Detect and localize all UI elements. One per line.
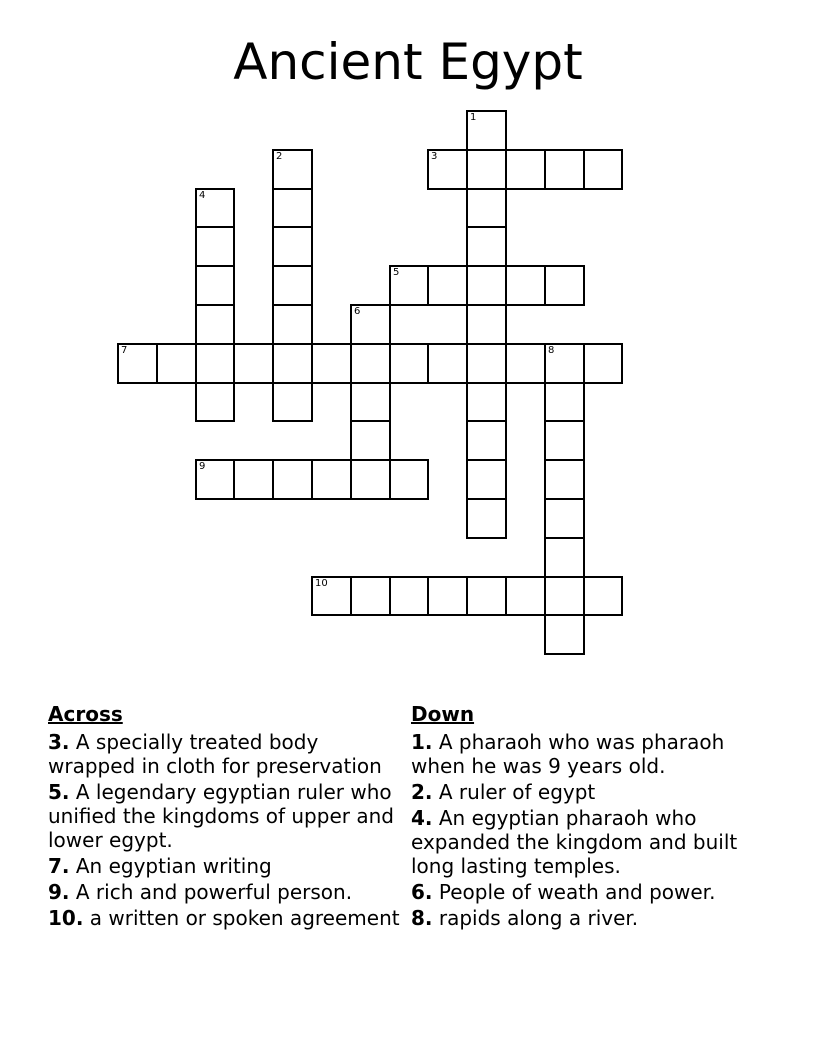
clue-number-label: 7 — [121, 345, 128, 356]
clue-text: a written or spoken agreement — [89, 906, 400, 930]
clue-number-label: 2 — [276, 151, 283, 162]
grid-cell[interactable] — [583, 343, 623, 384]
grid-cell[interactable] — [272, 265, 313, 306]
clue-across-7 — [48, 854, 408, 878]
grid-cell[interactable] — [505, 149, 546, 190]
clue-number-label: 4 — [199, 190, 206, 201]
clue-text: A specially treated body wrapped in cloth for preservation — [48, 730, 382, 778]
grid-cell[interactable] — [272, 382, 313, 422]
grid-cell[interactable] — [389, 459, 429, 500]
grid-cell[interactable] — [544, 537, 585, 578]
clue-down-8 — [411, 906, 771, 930]
grid-cell[interactable] — [350, 304, 391, 345]
grid-cell[interactable] — [466, 149, 507, 190]
grid-cell[interactable] — [466, 459, 507, 500]
grid-cell[interactable] — [466, 110, 507, 151]
clue-across-9 — [48, 880, 408, 904]
grid-cell[interactable] — [466, 576, 507, 616]
clue-number: 2. — [411, 780, 433, 804]
grid-cell[interactable] — [544, 459, 585, 500]
grid-cell[interactable] — [544, 420, 585, 461]
grid-cell[interactable] — [311, 459, 352, 500]
grid-cell[interactable] — [350, 459, 391, 500]
clue-down-2 — [411, 780, 771, 804]
grid-cell[interactable] — [272, 226, 313, 267]
grid-cell[interactable] — [583, 149, 623, 190]
grid-cell[interactable] — [195, 226, 235, 267]
clue-number-label: 8 — [548, 345, 555, 356]
clue-down-1 — [411, 730, 771, 778]
down-heading: Down — [411, 702, 475, 726]
across-heading: Across — [48, 702, 123, 726]
grid-cell[interactable] — [544, 382, 585, 422]
across-clues — [48, 702, 408, 932]
grid-cell[interactable] — [466, 343, 507, 384]
grid-cell[interactable] — [466, 188, 507, 228]
grid-cell[interactable] — [350, 343, 391, 384]
grid-cell[interactable] — [195, 343, 235, 384]
grid-cell[interactable] — [505, 343, 546, 384]
grid-cell[interactable] — [233, 459, 274, 500]
clue-text: An egyptian writing — [75, 854, 272, 878]
clue-number: 7. — [48, 854, 70, 878]
clue-text: An egyptian pharaoh who expanded the kingdom and built long lasting temples. — [411, 806, 738, 878]
grid-cell[interactable] — [466, 226, 507, 267]
grid-cell[interactable] — [195, 188, 235, 228]
grid-cell[interactable] — [466, 420, 507, 461]
clue-number-label: 3 — [431, 151, 438, 162]
grid-cell[interactable] — [544, 343, 585, 384]
grid-cell[interactable] — [350, 420, 391, 461]
clue-number-label: 10 — [315, 578, 328, 589]
grid-cell[interactable] — [583, 576, 623, 616]
clue-text: A rich and powerful person. — [75, 880, 353, 904]
grid-cell[interactable] — [389, 576, 429, 616]
grid-cell[interactable] — [427, 343, 468, 384]
grid-cell[interactable] — [544, 576, 585, 616]
clue-number-label: 5 — [393, 267, 400, 278]
clue-number: 4. — [411, 806, 433, 830]
grid-cell[interactable] — [195, 304, 235, 345]
grid-cell[interactable] — [389, 265, 429, 306]
grid-cell[interactable] — [544, 614, 585, 655]
grid-cell[interactable] — [311, 576, 352, 616]
clue-number: 6. — [411, 880, 433, 904]
grid-cell[interactable] — [272, 304, 313, 345]
grid-cell[interactable] — [466, 498, 507, 539]
grid-cell[interactable] — [350, 576, 391, 616]
grid-cell[interactable] — [156, 343, 197, 384]
grid-cell[interactable] — [389, 343, 429, 384]
grid-cell[interactable] — [272, 459, 313, 500]
page-title: Ancient Egypt — [233, 33, 583, 91]
clue-across-10 — [48, 906, 408, 930]
grid-cell[interactable] — [505, 576, 546, 616]
grid-cell[interactable] — [195, 382, 235, 422]
clue-text: A legendary egyptian ruler who unified the kingdoms of upper and lower egypt. — [48, 780, 394, 852]
clue-number: 3. — [48, 730, 70, 754]
grid-cell[interactable] — [427, 149, 468, 190]
clue-text: People of weath and power. — [438, 880, 716, 904]
grid-cell[interactable] — [466, 265, 507, 306]
grid-cell[interactable] — [272, 149, 313, 190]
clue-text: A pharaoh who was pharaoh when he was 9 years old. — [411, 730, 725, 778]
clue-down-6 — [411, 880, 771, 904]
grid-cell[interactable] — [311, 343, 352, 384]
grid-cell[interactable] — [544, 265, 585, 306]
clue-down-4 — [411, 806, 771, 878]
clue-number-label: 1 — [470, 112, 477, 123]
clue-across-5 — [48, 780, 408, 852]
grid-cell[interactable] — [195, 459, 235, 500]
clue-number: 1. — [411, 730, 433, 754]
grid-cell[interactable] — [272, 188, 313, 228]
clue-text: A ruler of egypt — [438, 780, 596, 804]
down-clues — [411, 702, 771, 932]
grid-cell[interactable] — [272, 343, 313, 384]
clue-number: 5. — [48, 780, 70, 804]
grid-cell[interactable] — [427, 576, 468, 616]
grid-cell[interactable] — [544, 498, 585, 539]
grid-cell[interactable] — [195, 265, 235, 306]
grid-cell[interactable] — [466, 382, 507, 422]
clue-number: 10. — [48, 906, 84, 930]
grid-cell[interactable] — [544, 149, 585, 190]
grid-cell[interactable] — [233, 343, 274, 384]
grid-cell[interactable] — [466, 304, 507, 345]
grid-cell[interactable] — [427, 265, 468, 306]
grid-cell[interactable] — [117, 343, 158, 384]
grid-cell[interactable] — [505, 265, 546, 306]
clue-number-label: 6 — [354, 306, 361, 317]
grid-cell[interactable] — [350, 382, 391, 422]
clue-across-3 — [48, 730, 408, 778]
clue-text: rapids along a river. — [438, 906, 639, 930]
clue-number-label: 9 — [199, 461, 206, 472]
clue-number: 9. — [48, 880, 70, 904]
clue-number: 8. — [411, 906, 433, 930]
